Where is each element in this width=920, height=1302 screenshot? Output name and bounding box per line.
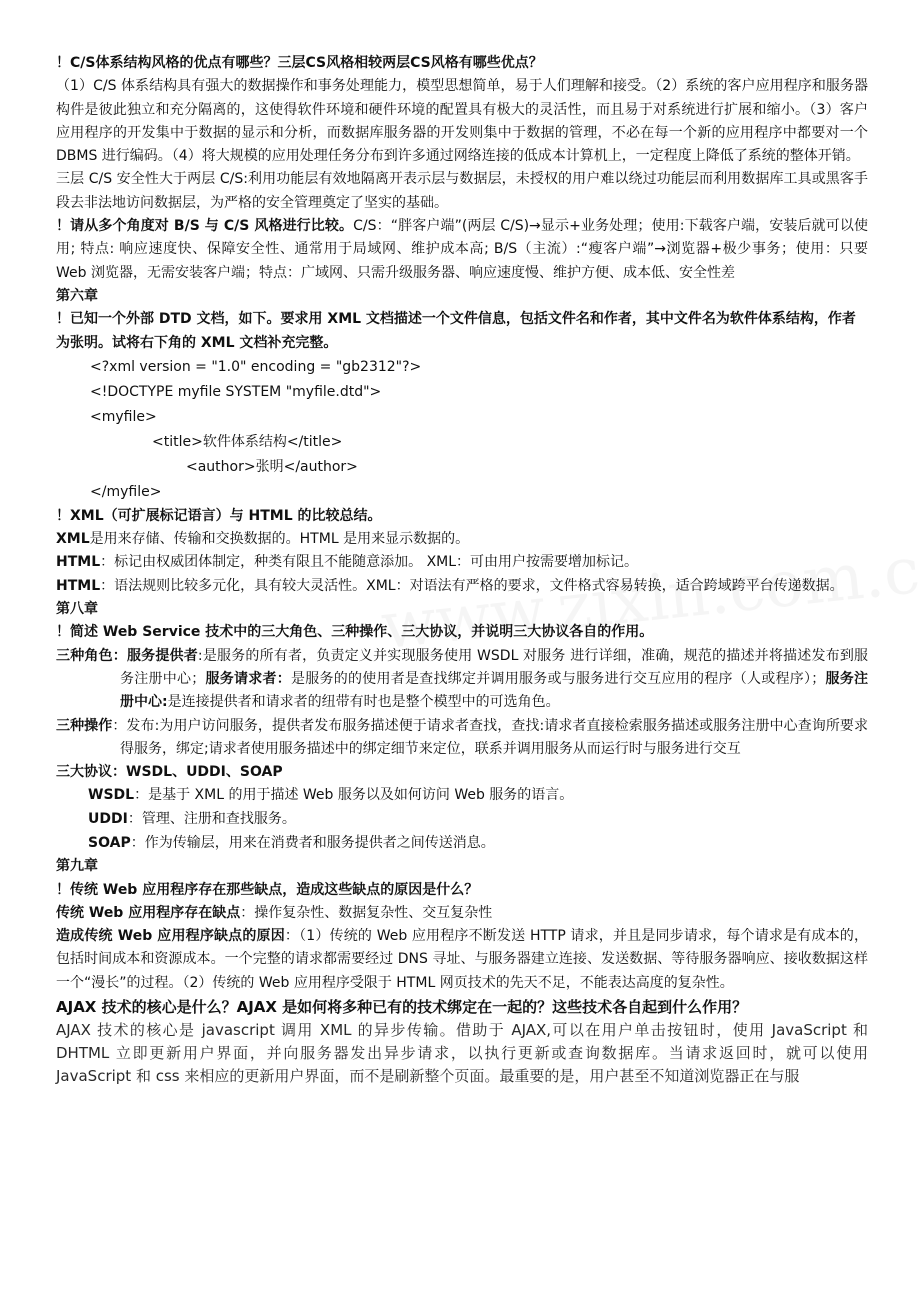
xml-html-line-2 [56,551,868,574]
roles-label: 三种角色： [56,647,127,664]
question-bs-cs-compare: ！请从多个角度对 B/S 与 C/S 风格进行比较。 [56,218,354,235]
answer-cs-advantages: （1）C/S 体系结构具有强大的数据操作和事务处理能力，模型思想简单，易于人们理解和接受。（2）系统的客户应用程序和服务器构件是彼此独立和充分隔离的，这使得软件环境和硬件环境的配置具有极大的灵活性，而且易于对系统进行扩展和缩小。（3）客户应用程序的开发集中于数据的显示和分析，而数据库服务器的开发则集中于数据的管理，不必在每一个新的应用程序中都要对一个 DBMS 进行编码。（4）将大规模的应用处理任务分布到许多通过网络连接的低成本计算机上，一定程度上降低了系统的整体开销。 [56,78,868,165]
answer-ajax: AJAX 技术的核心是 javascript 调用 XML 的异步传输。借助于 AJAX,可以在用户单击按钮时，使用 JavaScript 和 DHTML 立即更新用户界面，并向服务器发出异步请求，以执行更新或查询数据库。当请求返回时，就可以使用 JavaScript 和 css 来相应的更新用户界面，而不是刷新整个页面。最重要的是，用户甚至不知道浏览器正在与服 [56,1020,868,1085]
question-web-app-flaws: ！传统 Web 应用程序存在那些缺点，造成这些缺点的原因是什么？ [56,881,479,898]
wsdl-label: WSDL [88,787,135,804]
protocol-uddi [56,808,868,832]
registry-text: 是连接提供者和请求者的纽带有时也是整个模型中的可选角色。 [167,694,560,711]
cause-label: 造成传统 Web 应用程序缺点的原因 [56,928,285,945]
xml-code-line: <!DOCTYPE myfile SYSTEM "myfile.dtd"> [90,383,382,400]
question-xml-html: ！XML（可扩展标记语言）与 HTML 的比较总结。 [56,507,382,524]
web-app-flaws [56,902,868,925]
uddi-text: ：管理、注册和查找服务。 [127,811,296,828]
term-label: HTML [56,554,101,571]
document-page [56,52,868,1088]
web-app-causes [56,925,868,995]
cause-text: ：（1）传统的 Web 应用程序不断发送 HTTP 请求，并且是同步请求，每个请求是有成本的，包括时间成本和资源成本。一个完整的请求都需要经过 DNS 寻址、与服务器建立连接、发送数据、等待服务器响应、接收数据这样一个“漫长”的过程。（2）传统的 Web 应用程序受限于 HTML 网页技术的先天不足，不能表达高度的复杂性。 [56,928,868,991]
xml-code-line: </myfile> [90,483,162,500]
three-roles [56,645,868,715]
requester-label: 服务请求者： [205,670,291,687]
xml-code-line: <title>软件体系结构</title> [152,433,343,450]
xml-html-line-3 [56,575,868,598]
term-text: ：语法规则比较多元化，具有较大灵活性。XML：对语法有严格的要求，文件格式容易转换，适合跨域跨平台传递数据。 [100,577,844,594]
chapter-9-heading: 第九章 [56,858,98,875]
flaws-label: 传统 Web 应用程序存在缺点 [56,904,241,921]
chapter-6-heading: 第六章 [56,287,98,304]
question-web-service: ！简述 Web Service 技术中的三大角色、三种操作、三大协议，并说明三大协议各自的作用。 [56,624,654,641]
answer-three-tier: 三层 C/S 安全性大于两层 C/S:利用功能层有效地隔离开表示层与数据层，未授权的用户难以绕过功能层而利用数据库工具或黑客手段去非法地访问数据层，为严格的安全管理奠定了坚实的基础。 [56,171,868,211]
xml-code-line: <myfile> [90,408,157,425]
question-bs-cs-compare-block [56,215,868,285]
soap-text: ：作为传输层，用来在消费者和服务提供者之间传送消息。 [130,834,495,851]
soap-label: SOAP [88,834,131,851]
wsdl-text: ：是基于 XML 的用于描述 Web 服务以及如何访问 Web 服务的语言。 [134,787,574,804]
flaws-text: ：操作复杂性、数据复杂性、交互复杂性 [240,904,493,921]
registry-label: 服务注册中心: [120,670,868,711]
xml-code-line: <?xml version = "1.0" encoding = "gb2312"?> [90,358,422,375]
uddi-label: UDDI [88,811,128,828]
chapter-8-heading: 第八章 [56,601,98,618]
provider-text: :是服务的所有者，负责定义并实现服务使用 WSDL 对服务 进行详细，准确，规范的描述并将描述发布到服务注册中心； [120,647,869,687]
question-cs-advantages: ！C/S体系结构风格的优点有哪些？三层CS风格相较两层CS风格有哪些优点？ [56,55,543,71]
question-ajax: AJAX 技术的核心是什么？AJAX 是如何将多种已有的技术绑定在一起的？这些技术各自起到什么作用？ [56,997,748,1016]
three-operations [56,715,868,762]
requester-text: 是服务的的使用者是查找绑定并调用服务或与服务进行交互应用的程序（人或程序）； [291,670,826,687]
xml-code-line: <author>张明</author> [186,458,358,475]
protocol-soap [56,832,868,856]
provider-label: 服务提供者 [126,647,198,664]
three-protocols-heading: 三大协议：WSDL、UDDI、SOAP [56,764,283,781]
protocol-wsdl [56,784,868,808]
question-xml-dtd: ！已知一个外部 DTD 文档，如下。要求用 XML 文档描述一个文件信息，包括文件名和作者，其中文件名为软件体系结构，作者为张明。试将右下角的 XML 文档补充完整。 [56,311,856,351]
xml-html-line-1 [56,528,868,551]
term-label: XML [56,531,90,548]
ops-text: ：发布:为用户访问服务，提供者发布服务描述便于请求者查找，查找:请求者直接检索服务描述或服务注册中心查询所要求得服务，绑定;请求者使用服务描述中的绑定细节来定位，联系并调用服务从而运行时与服务进行交互 [112,717,869,757]
term-text: 是用来存储、传输和交换数据的。HTML 是用来显示数据的。 [89,531,470,548]
ops-label: 三种操作 [56,717,113,734]
term-label: HTML [56,577,101,594]
answer-bs-cs-compare: C/S：“胖客户端”(两层 C/S)→显示+业务处理；使用:下载客户端，安装后就可以使用; 特点: 响应速度快、保障安全性、通常用于局域网、维护成本高; B/S（主流）:“瘦客户端”→浏览器+极少事务；使用：只要 Web 浏览器，无需安装客户端；特点：广域网、只需升级服务器、响应速度慢、维护方便、成本低、安全性差 [56,218,868,281]
term-text: ：标记由权威团体制定，种类有限且不能随意添加。 XML：可由用户按需要增加标记。 [100,554,639,571]
